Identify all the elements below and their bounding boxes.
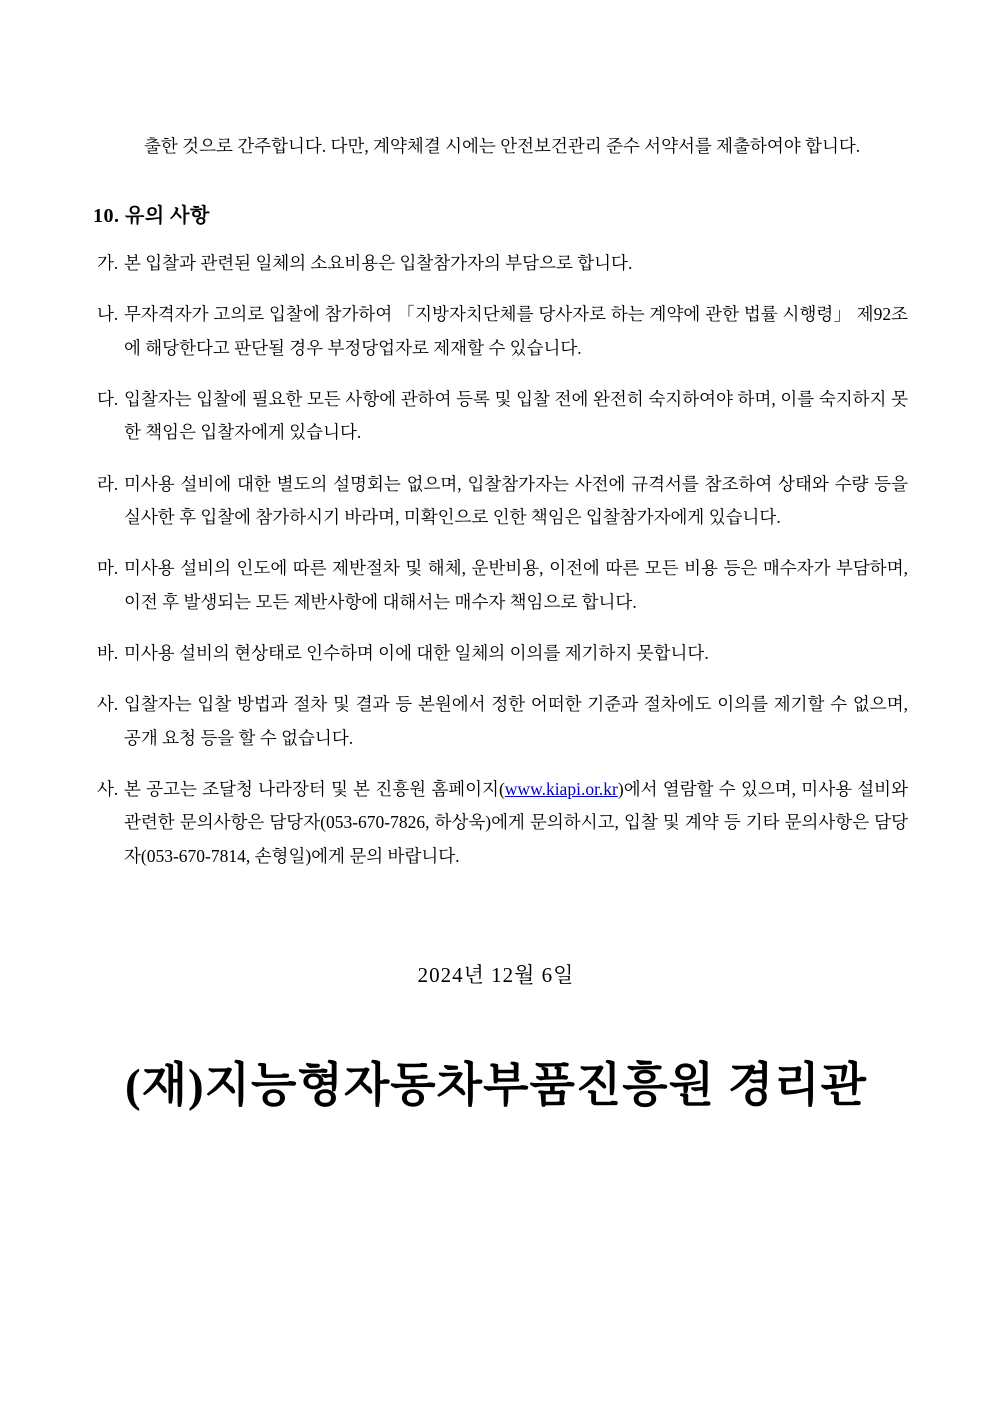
section-heading: 10. 유의 사항 <box>93 204 210 227</box>
notice-item <box>97 468 908 535</box>
document-date: 2024년 12월 6일 <box>417 962 575 987</box>
item-label: 마. <box>97 558 119 579</box>
notice-item <box>97 773 908 874</box>
item-label: 사. <box>97 778 119 799</box>
item-text: 입찰자는 입찰에 필요한 모든 사항에 관하여 등록 및 입찰 전에 완전히 숙지하여야 하며, 이를 숙지하지 못한 책임은 입찰자에게 있습니다. <box>124 388 908 443</box>
item-label: 라. <box>97 473 119 494</box>
item-text: 미사용 설비에 대한 별도의 설명회는 없으며, 입찰참가자는 사전에 규격서를 참조하여 상태와 수량 등을 실사한 후 입찰에 참가하시기 바라며, 미확인으로 인한 책임은 입찰참가자에게 있습니다. <box>124 473 908 528</box>
notice-item <box>97 552 908 619</box>
item-label: 사. <box>97 694 119 715</box>
item-label: 다. <box>97 388 119 409</box>
notice-item <box>97 247 908 281</box>
item-text: 입찰자는 입찰 방법과 절차 및 결과 등 본원에서 정한 어떠한 기준과 절차에도 이의를 제기할 수 없으며, 공개 요청 등을 할 수 없습니다. <box>124 694 908 748</box>
continuation-paragraph: 출한 것으로 간주합니다. 다만, 계약체결 시에는 안전보건관리 준수 서약서를 제출하여야 합니다. <box>144 136 861 156</box>
notice-item <box>97 637 908 671</box>
item-text: 본 입찰과 관련된 일체의 소요비용은 입찰참가자의 부담으로 합니다. <box>124 253 633 274</box>
item-label: 가. <box>97 253 119 274</box>
item-label: 바. <box>97 642 119 663</box>
item-text-before-link: 본 공고는 조달청 나라장터 및 본 진흥원 홈페이지( <box>124 778 505 799</box>
signature-line: (재)지능형자동차부품진흥원 경리관 <box>124 1059 868 1112</box>
notice-item <box>97 688 908 755</box>
notice-item <box>97 298 908 365</box>
notice-item <box>97 383 908 450</box>
item-text-after-link: )에서 열람할 수 있으며, 미사용 설비와 관련한 문의사항은 담당자(053-670-7826, 하상욱)에게 문의하시고, 입찰 및 계약 등 기타 문의사항은 담당자(053-670-7814, 손형일)에게 문의 바랍니다. <box>124 778 908 866</box>
item-text: 무자격자가 고의로 입찰에 참가하여 「지방자치단체를 당사자로 하는 계약에 관한 법률 시행령」 제92조에 해당한다고 판단될 경우 부정당업자로 제재할 수 있습니다. <box>124 304 908 358</box>
website-link[interactable]: www.kiapi.or.kr <box>504 778 618 799</box>
item-text: 미사용 설비의 현상태로 인수하며 이에 대한 일체의 이의를 제기하지 못합니다. <box>124 642 709 663</box>
item-text: 미사용 설비의 인도에 따른 제반절차 및 해체, 운반비용, 이전에 따른 모든 비용 등은 매수자가 부담하며, 이전 후 발생되는 모든 제반사항에 대해서는 매수자 책임으로 합니다. <box>124 558 908 612</box>
item-label: 나. <box>97 304 119 325</box>
notice-item-list <box>0 247 992 873</box>
